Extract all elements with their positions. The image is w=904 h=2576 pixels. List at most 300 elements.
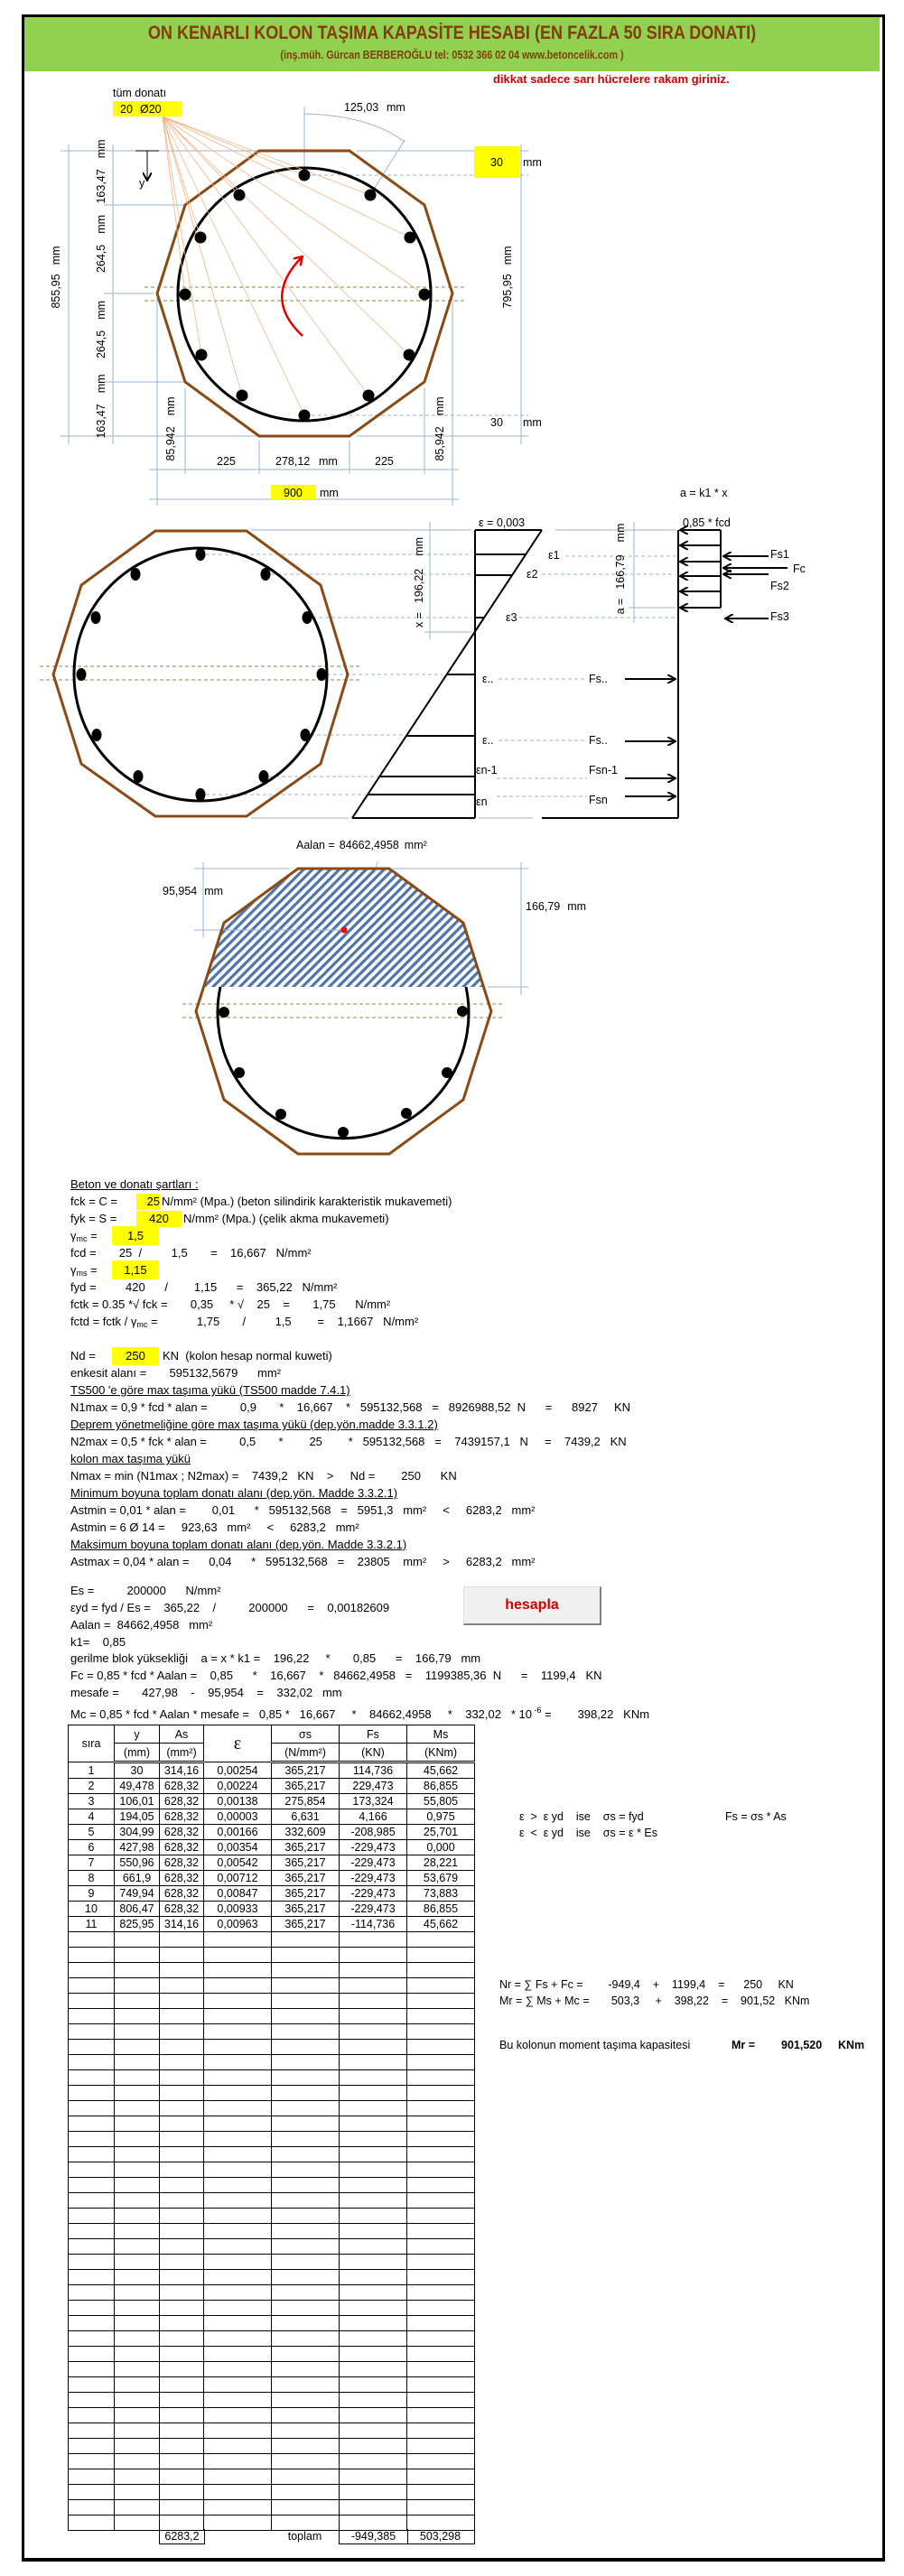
cell-ms: 45,662 (407, 1762, 475, 1779)
rebar (92, 729, 102, 741)
table-row (69, 2209, 475, 2224)
cell-stress (272, 1948, 340, 1963)
rebar-count-input[interactable]: 20 (120, 103, 133, 116)
cell-y (115, 2270, 160, 2285)
cell-y: 550,96 (115, 1855, 160, 1871)
cell-sira (69, 2040, 115, 2055)
cell-sira (69, 2147, 115, 2162)
gamma-ms-input[interactable]: 1,15 (112, 1260, 159, 1279)
cell-ms (407, 2393, 475, 2408)
cell-fs: -114,736 (340, 1917, 407, 1932)
table-row (69, 2116, 475, 2132)
cell-stress (272, 1978, 340, 1994)
fctk-line: fctk = 0.35 *√ fck = 0,35 * √ 25 = 1,75 N/mm² (70, 1297, 391, 1311)
cell-fs: -229,473 (340, 1855, 407, 1871)
cell-sira (69, 2423, 115, 2439)
cell-fs (340, 2255, 407, 2270)
cell-stress (272, 2086, 340, 2101)
fck-desc: N/mm² (Mpa.) (beton silindirik karakteristik mukavemeti) (162, 1195, 452, 1208)
cell-y: 194,05 (115, 1809, 160, 1825)
total-fs: -949,385 (339, 2529, 408, 2544)
cell-ms (407, 2362, 475, 2377)
cell-y: 304,99 (115, 1825, 160, 1840)
cell-stress (272, 2423, 340, 2439)
fck-input[interactable]: 25 (136, 1194, 160, 1210)
cell-strain (204, 2377, 272, 2393)
rebar (180, 289, 191, 301)
cell-ms: 55,805 (407, 1794, 475, 1809)
cell-fs (340, 2024, 407, 2040)
gamma-mc-input[interactable]: 1,5 (112, 1226, 159, 1245)
cell-fs: 229,473 (340, 1779, 407, 1794)
cell-as (160, 2469, 204, 2485)
cell-stress: 6,631 (272, 1809, 340, 1825)
inner-height-value: 795,95mm (501, 246, 514, 309)
cell-strain (204, 2132, 272, 2147)
cell-stress (272, 2301, 340, 2316)
rebar-diameter-input[interactable]: Ø20 (140, 103, 162, 116)
cover-bottom-value: 30 (490, 416, 503, 429)
cell-as (160, 2239, 204, 2255)
cell-sira (69, 2316, 115, 2331)
rebar (259, 770, 269, 783)
cell-sira: 10 (69, 1902, 115, 1917)
cell-sira: 4 (69, 1809, 115, 1825)
moment-arrow-icon (282, 257, 303, 336)
block-depth: a =166,79mm (614, 523, 627, 615)
force-label: Fc (793, 563, 806, 575)
width-input[interactable]: 900 (284, 487, 303, 499)
cell-strain (204, 2301, 272, 2316)
cell-stress: 365,217 (272, 1855, 340, 1871)
table-row (69, 1825, 475, 1840)
cell-y (115, 2331, 160, 2347)
calculate-button[interactable]: hesapla (463, 1586, 601, 1625)
cell-strain (204, 2162, 272, 2178)
cell-fs (340, 2116, 407, 2132)
rebar (196, 788, 206, 801)
aalan-line: Aalan = 84662,4958 mm² (70, 1618, 213, 1632)
fyk-desc: N/mm² (Mpa.) (çelik akma mukavemeti) (183, 1212, 389, 1225)
cell-as (160, 2178, 204, 2193)
page-title: ON KENARLI KOLON TAŞIMA KAPASİTE HESABI (EN FAZLA 50 SIRA DONATI) (147, 23, 757, 43)
cell-ms (407, 2331, 475, 2347)
cell-strain (204, 2500, 272, 2516)
cell-as (160, 2439, 204, 2454)
cell-strain (204, 2270, 272, 2285)
cell-stress (272, 2285, 340, 2301)
cell-strain (204, 2055, 272, 2070)
cell-fs: -229,473 (340, 1886, 407, 1902)
table-row (69, 1994, 475, 2009)
cell-y (115, 2162, 160, 2178)
table-row (69, 1902, 475, 1917)
cell-y (115, 2316, 160, 2331)
cell-ms (407, 2408, 475, 2423)
cell-fs: -229,473 (340, 1840, 407, 1855)
cell-strain (204, 2239, 272, 2255)
cell-ms (407, 2516, 475, 2531)
rebar (442, 1067, 452, 1078)
cell-sira: 6 (69, 1840, 115, 1855)
cell-strain (204, 1963, 272, 1978)
cell-as: 628,32 (160, 1809, 204, 1825)
cell-as: 314,16 (160, 1917, 204, 1932)
cell-as: 628,32 (160, 1902, 204, 1917)
distance-line: mesafe = 427,98 - 95,954 = 332,02 mm (70, 1686, 342, 1699)
cell-ms: 25,701 (407, 1825, 475, 1840)
cell-stress (272, 2454, 340, 2469)
cell-y (115, 2209, 160, 2224)
cell-stress (272, 1963, 340, 1978)
cell-stress: 365,217 (272, 1886, 340, 1902)
cell-fs (340, 2070, 407, 2086)
cell-stress (272, 2209, 340, 2224)
cell-y: 106,01 (115, 1794, 160, 1809)
table-row (69, 1871, 475, 1886)
cell-strain (204, 2070, 272, 2086)
cell-strain (204, 2393, 272, 2408)
cell-ms (407, 2009, 475, 2024)
cell-ms (407, 2469, 475, 2485)
block-height-line: gerilme blok yüksekliği a = x * k1 = 196,22 * 0,85 = 166,79 mm (70, 1651, 481, 1665)
cell-ms: 86,855 (407, 1902, 475, 1917)
col-header-strain: ε (204, 1725, 272, 1762)
col-unit-fs: (KN) (340, 1744, 407, 1762)
cell-sira (69, 2454, 115, 2469)
section-dimension-diagram (50, 87, 542, 506)
force-label: Fs.. (589, 673, 608, 685)
cell-y (115, 2024, 160, 2040)
stirrup-arc (218, 987, 469, 1139)
cell-as (160, 2255, 204, 2270)
mc-line: Mc = 0,85 * fcd * Aalan * mesafe = 0,85 * 16,667 * 84662,4958 * 332,02 * 10 $^{-6}$ = 398,22 KNm (70, 1706, 650, 1721)
unit-label: mm (319, 455, 338, 468)
cell-fs (340, 2408, 407, 2423)
cell-fs (340, 2040, 407, 2055)
cell-ms (407, 2239, 475, 2255)
cell-stress: 365,217 (272, 1762, 340, 1779)
rebar (196, 349, 208, 361)
table-row (69, 2393, 475, 2408)
cell-strain (204, 2454, 272, 2469)
cell-sira (69, 2285, 115, 2301)
cell-as: 628,32 (160, 1779, 204, 1794)
cell-stress (272, 2377, 340, 2393)
table-row (69, 1779, 475, 1794)
cell-stress (272, 2024, 340, 2040)
cell-strain (204, 1948, 272, 1963)
cell-as (160, 2040, 204, 2055)
table-row (69, 2193, 475, 2209)
table-row (69, 2101, 475, 2116)
cell-y (115, 2040, 160, 2055)
cell-as: 314,16 (160, 1762, 204, 1779)
cell-fs (340, 2439, 407, 2454)
cell-stress: 365,217 (272, 1917, 340, 1932)
cell-stress (272, 2362, 340, 2377)
cell-strain (204, 2516, 272, 2531)
block-formula: a = k1 * x (680, 487, 728, 499)
compression-area-diagram (163, 839, 586, 1154)
ts500-heading: TS500 'e göre max taşıma yükü (TS500 madde 7.4.1) (70, 1383, 350, 1397)
cell-as (160, 2393, 204, 2408)
cell-fs (340, 2485, 407, 2500)
cell-ms (407, 2101, 475, 2116)
cell-sira (69, 2132, 115, 2147)
k1-line: k1= 0,85 (70, 1635, 126, 1649)
cell-strain (204, 2255, 272, 2270)
cell-as (160, 1978, 204, 1994)
cell-y (115, 2285, 160, 2301)
deprem-heading: Deprem yönetmeliğine göre max taşıma yükü (dep.yön.madde 3.3.1.2) (70, 1418, 438, 1431)
cell-stress (272, 2116, 340, 2132)
cell-strain: 0,00166 (204, 1825, 272, 1840)
cell-fs (340, 2086, 407, 2101)
strain-label: ε2 (527, 568, 538, 581)
cell-strain (204, 1978, 272, 1994)
block-height-value: 166,79 mm (526, 900, 587, 913)
cell-sira (69, 2362, 115, 2377)
cell-sira (69, 1978, 115, 1994)
cell-as (160, 1932, 204, 1948)
table-row (69, 1809, 475, 1825)
total-label: toplam (287, 2530, 322, 2543)
cell-stress (272, 2316, 340, 2331)
nd-input[interactable]: 250 (112, 1347, 159, 1365)
table-row (69, 2070, 475, 2086)
table-row (69, 2377, 475, 2393)
rebar-results-table (68, 1725, 475, 2531)
cell-ms (407, 2454, 475, 2469)
fcd-line: fcd = 25 / 1,5 = 16,667 N/mm² (70, 1246, 312, 1260)
cell-sira (69, 2009, 115, 2024)
cell-sira: 3 (69, 1794, 115, 1809)
cell-as (160, 2024, 204, 2040)
cell-sira (69, 2500, 115, 2516)
author-info: (inş.müh. Gürcan BERBEROĞLU tel: 0532 366 02 04 www.betoncelik.com ) (280, 49, 624, 61)
cell-sira (69, 2393, 115, 2408)
rebar (365, 190, 377, 201)
cell-fs (340, 2147, 407, 2162)
table-row (69, 2500, 475, 2516)
rebar (261, 568, 271, 581)
fyk-input[interactable]: 420 (136, 1211, 182, 1227)
force-label: Fs1 (770, 548, 789, 561)
cell-ms (407, 2224, 475, 2239)
cell-y (115, 2377, 160, 2393)
cell-as: 628,32 (160, 1825, 204, 1840)
cell-y (115, 2178, 160, 2193)
cell-fs (340, 2270, 407, 2285)
cell-ms: 0,975 (407, 1809, 475, 1825)
cell-fs (340, 2162, 407, 2178)
col-unit-as: (mm²) (160, 1744, 204, 1762)
cell-strain (204, 2331, 272, 2347)
table-row (69, 2147, 475, 2162)
rebar (219, 1007, 229, 1018)
cell-fs (340, 2500, 407, 2516)
cell-stress (272, 2516, 340, 2531)
cell-strain (204, 2193, 272, 2209)
cell-sira (69, 2162, 115, 2178)
cell-strain: 0,00224 (204, 1779, 272, 1794)
table-row (69, 1840, 475, 1855)
table-row (69, 1855, 475, 1871)
force-label: Fs.. (589, 734, 608, 747)
force-label: Fsn-1 (589, 764, 618, 777)
total-as: 6283,2 (159, 2529, 205, 2544)
table-row (69, 2454, 475, 2469)
cell-strain: 0,00847 (204, 1886, 272, 1902)
nd-desc: KN (kolon hesap normal kuweti) (163, 1349, 332, 1362)
cell-y (115, 2224, 160, 2239)
cell-y: 806,47 (115, 1902, 160, 1917)
stress-block (542, 530, 788, 818)
stirrup-circle (178, 168, 431, 421)
col-header-y: y (115, 1725, 160, 1744)
cell-sira (69, 1948, 115, 1963)
rebar (299, 170, 311, 181)
cover-top-input[interactable]: 30 (490, 156, 503, 169)
cell-y (115, 2301, 160, 2316)
cell-strain (204, 2101, 272, 2116)
cell-ms: 28,221 (407, 1855, 475, 1871)
table-row (69, 1978, 475, 1994)
cell-strain (204, 2423, 272, 2439)
cell-stress: 365,217 (272, 1871, 340, 1886)
rebar-label: tüm donatı (113, 87, 167, 99)
gamma-ms-label: $\gamma_{ms}$ = (70, 1263, 98, 1278)
cell-ms (407, 2055, 475, 2070)
cell-as (160, 2454, 204, 2469)
cell-ms (407, 2132, 475, 2147)
es-line: Es = 200000 N/mm² (70, 1584, 221, 1597)
cell-ms (407, 2347, 475, 2362)
cell-fs (340, 2301, 407, 2316)
cell-fs (340, 2469, 407, 2485)
cell-sira (69, 2377, 115, 2393)
cell-stress (272, 2393, 340, 2408)
cell-y (115, 2055, 160, 2070)
cell-fs (340, 2377, 407, 2393)
unit-label: mm (320, 487, 339, 499)
cell-stress (272, 2500, 340, 2516)
cell-y (115, 2500, 160, 2516)
cell-fs (340, 2224, 407, 2239)
decagon-section (157, 151, 452, 436)
cell-strain: 0,00712 (204, 1871, 272, 1886)
table-row (69, 2162, 475, 2178)
cell-as (160, 2209, 204, 2224)
cell-stress (272, 2485, 340, 2500)
side-right-value: 85,942mm (433, 396, 446, 461)
table-row (69, 2485, 475, 2500)
kolon-heading: kolon max taşıma yükü (70, 1452, 191, 1465)
cell-sira (69, 2439, 115, 2454)
cell-fs: -229,473 (340, 1871, 407, 1886)
table-row (69, 2224, 475, 2239)
cell-ms (407, 2116, 475, 2132)
axial-resistance-line: Nr = ∑ Fs + Fc = -949,4 + 1199,4 = 250 KN (499, 1978, 794, 1991)
table-row (69, 1917, 475, 1932)
strain-label: ε3 (506, 611, 517, 624)
cell-strain (204, 2347, 272, 2362)
y-axis-label: y (139, 177, 145, 190)
strain-stress-diagram (40, 487, 806, 818)
cell-stress (272, 2239, 340, 2255)
table-row (69, 2009, 475, 2024)
capacity-value: 901,520 (781, 2039, 823, 2051)
rebar (419, 289, 431, 301)
cell-as (160, 2055, 204, 2070)
fck-label: fck = C = (70, 1195, 118, 1208)
cell-as (160, 2500, 204, 2516)
cell-ms (407, 2070, 475, 2086)
force-label: Fs3 (770, 610, 789, 623)
nmax-line: Nmax = min (N1max ; N2max) = 7439,2 KN > Nd = 250 KN (70, 1469, 457, 1483)
cell-stress (272, 2224, 340, 2239)
col-header-fs: Fs (340, 1725, 407, 1744)
table-row (69, 2347, 475, 2362)
bottom-left-value: 225 (217, 455, 236, 468)
cell-as (160, 2377, 204, 2393)
side-left-value: 85,942mm (164, 396, 177, 461)
table-row (69, 1932, 475, 1948)
total-height-value: 855,95mm (50, 246, 62, 309)
cell-y (115, 2255, 160, 2270)
cell-sira (69, 2301, 115, 2316)
rebar (196, 548, 206, 561)
cell-stress (272, 2178, 340, 2193)
rebar (234, 190, 246, 201)
min-reinforcement-heading: Minimum boyuna toplam donatı alanı (dep.yön. Madde 3.3.2.1) (70, 1486, 398, 1500)
cell-y: 661,9 (115, 1871, 160, 1886)
nd-label: Nd = (70, 1349, 96, 1362)
cell-y (115, 2393, 160, 2408)
cell-ms (407, 2423, 475, 2439)
moment-resistance-line: Mr = ∑ Ms + Mc = 503,3 + 398,22 = 901,52 KNm (499, 1995, 810, 2007)
cell-ms (407, 2485, 475, 2500)
cell-fs: -229,473 (340, 1902, 407, 1917)
capacity-mr-label: Mr = (732, 2039, 756, 2051)
cell-strain: 0,00354 (204, 1840, 272, 1855)
cell-sira (69, 2255, 115, 2270)
cell-ms (407, 2209, 475, 2224)
col-unit-y: (mm) (115, 1744, 160, 1762)
cell-ms (407, 1948, 475, 1963)
cell-stress: 365,217 (272, 1779, 340, 1794)
cell-stress (272, 2101, 340, 2116)
table-row (69, 2301, 475, 2316)
cell-sira (69, 2516, 115, 2531)
cell-strain (204, 2285, 272, 2301)
rebar (77, 668, 87, 681)
table-body (69, 1762, 475, 2531)
table-row (69, 2439, 475, 2454)
center-guides (40, 666, 361, 680)
cell-sira (69, 2086, 115, 2101)
cell-ms: 73,883 (407, 1886, 475, 1902)
unit-label: mm (387, 101, 405, 114)
cell-as (160, 2116, 204, 2132)
table-row (69, 2270, 475, 2285)
cell-sira (69, 2270, 115, 2285)
cell-fs (340, 2101, 407, 2116)
table-row (69, 1948, 475, 1963)
cell-as (160, 2408, 204, 2423)
n2max-line: N2max = 0,5 * fck * alan = 0,5 * 25 * 595132,568 = 7439157,1 N = 7439,2 KN (70, 1435, 627, 1448)
